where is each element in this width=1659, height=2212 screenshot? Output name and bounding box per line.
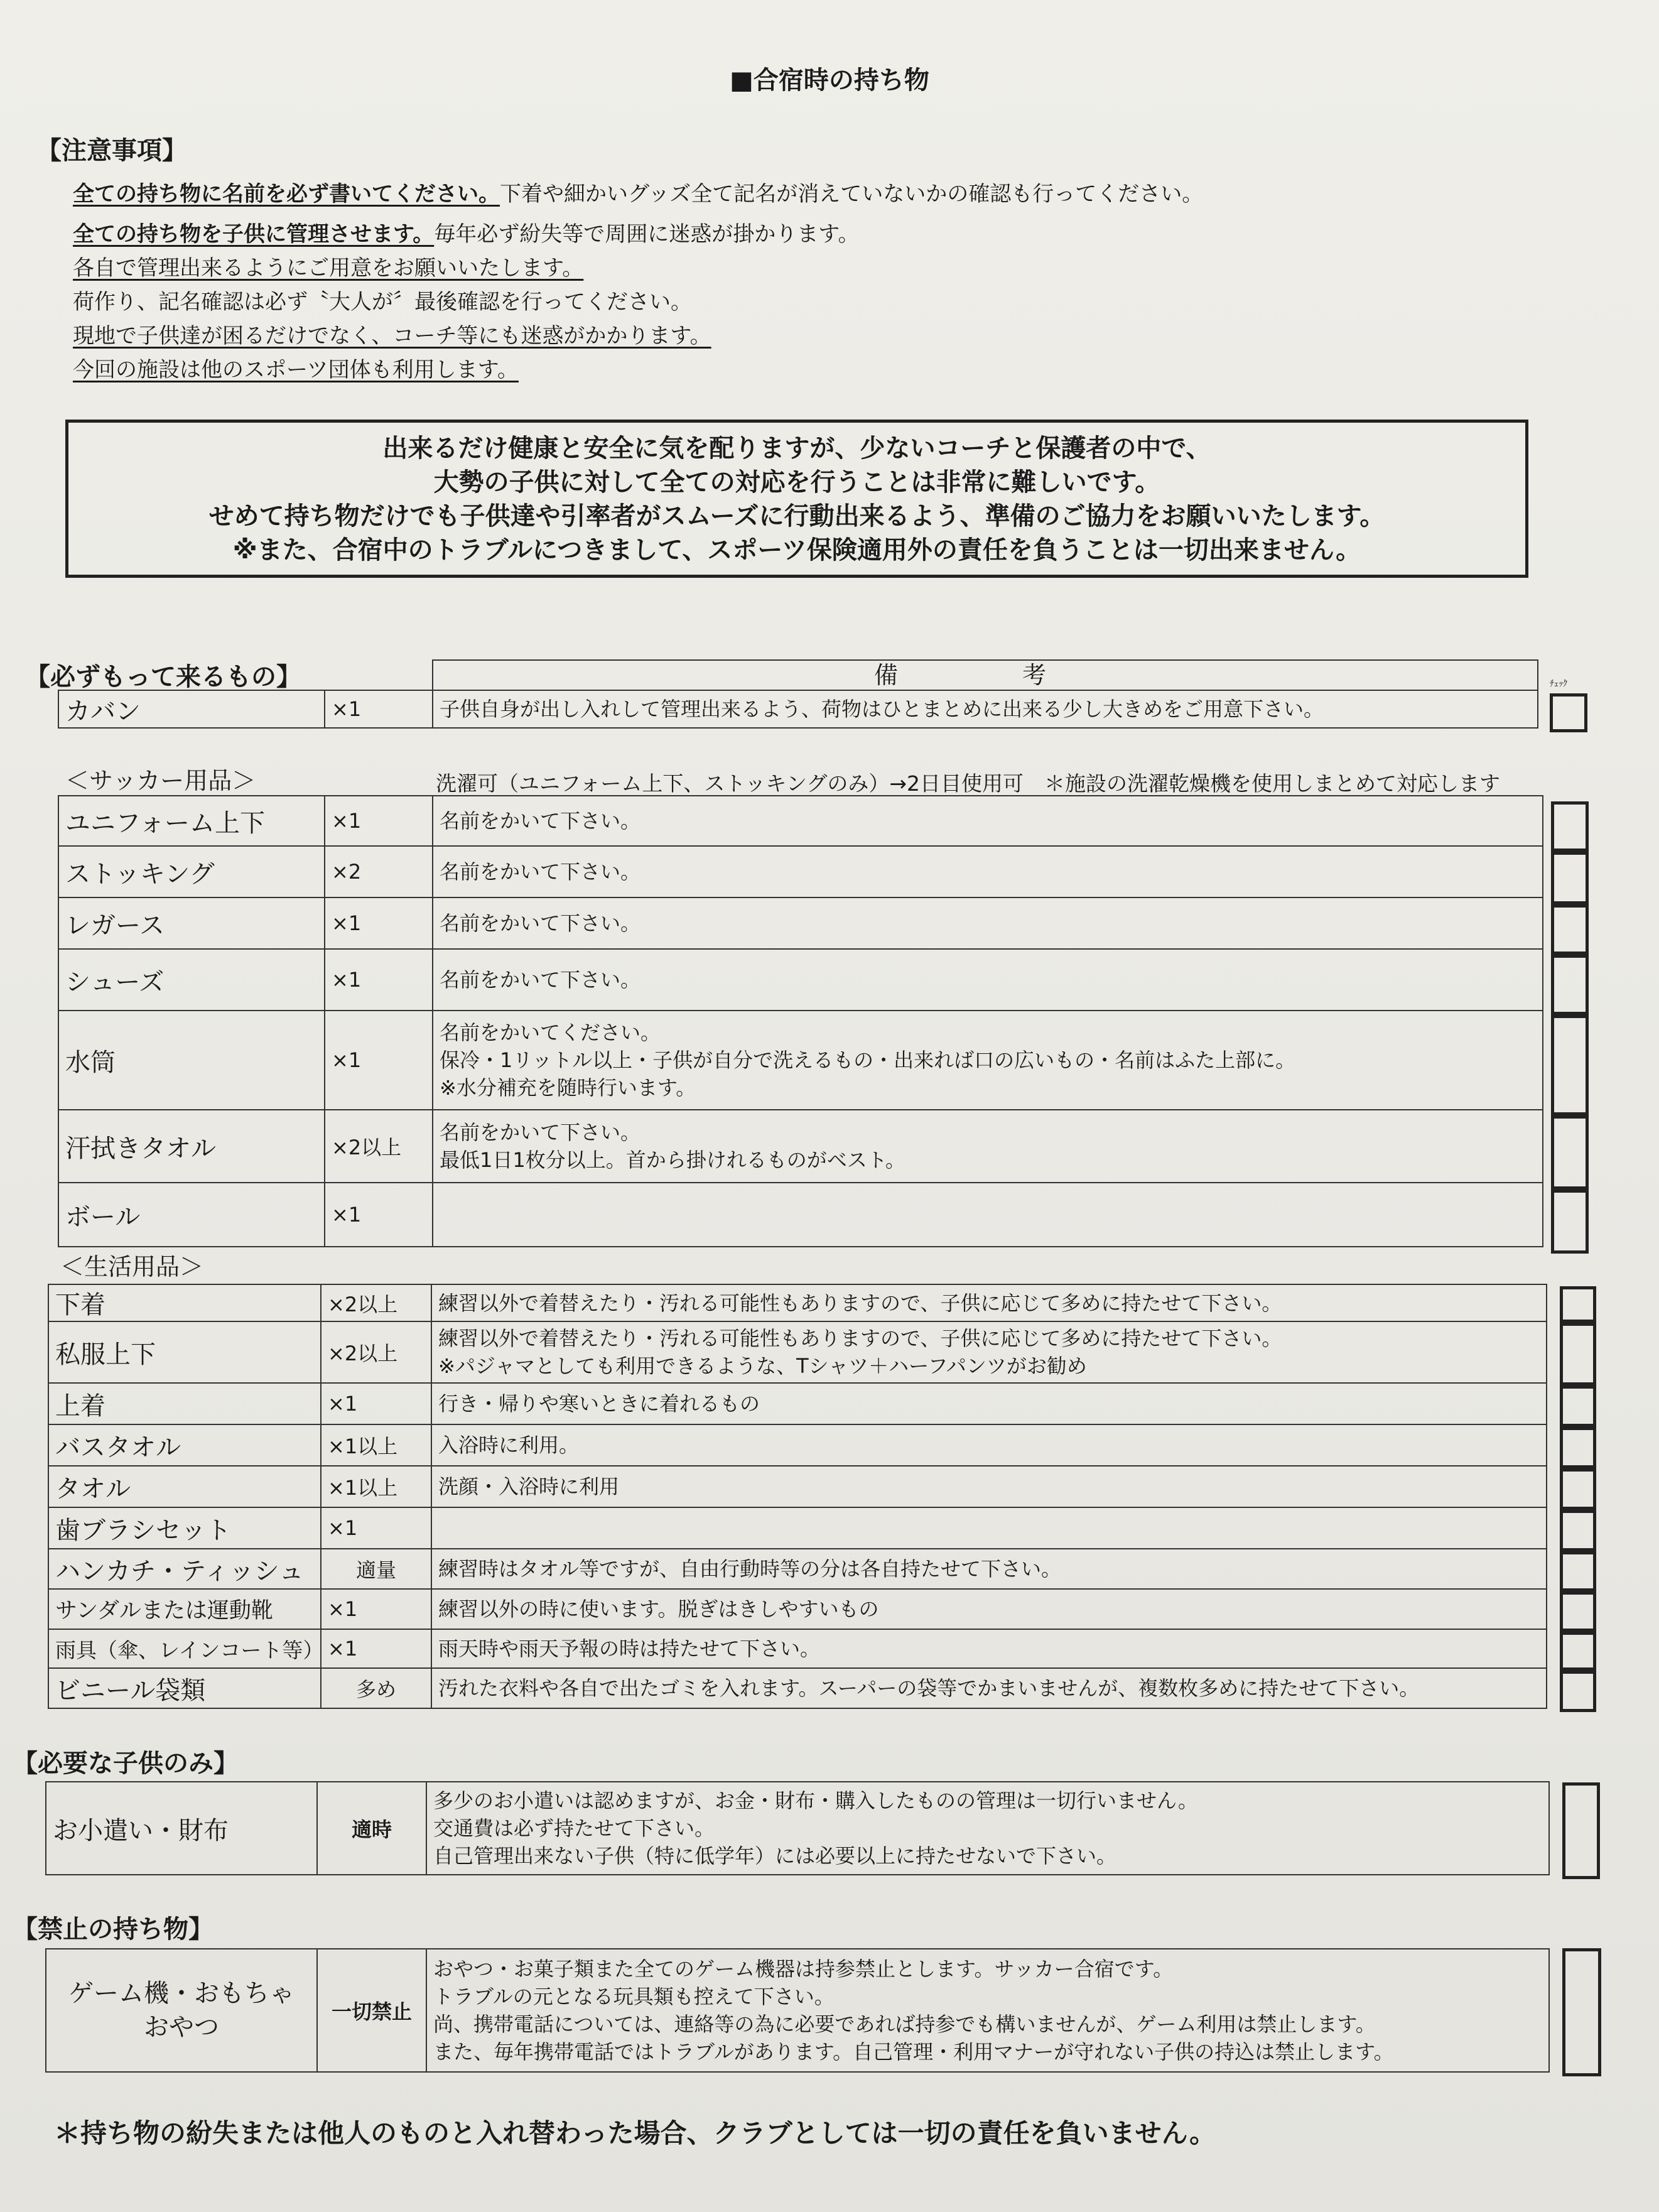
prohibited-heading: 【禁止の持ち物】 (13, 1915, 213, 1944)
check-box-toothbrush[interactable] (1560, 1510, 1596, 1551)
item-note: 行き・帰りや寒いときに着れるもの (431, 1383, 1547, 1424)
remarks-header: 備 考 (432, 659, 1538, 690)
table-row (58, 1183, 1543, 1247)
item-qty: ×1 (325, 1183, 433, 1247)
item-qty: ×1 (321, 1507, 431, 1549)
item-qty: ×1 (321, 1629, 431, 1668)
check-box-towel[interactable] (1560, 1468, 1596, 1510)
item-qty: ×1以上 (321, 1424, 431, 1466)
needed-table (45, 1781, 1550, 1875)
item-qty: ×2以上 (325, 1110, 433, 1183)
item-name: ユニフォーム上下 (58, 796, 325, 846)
item-note: 汚れた衣料や各自で出たゴミを入れます。スーパーの袋等でかまいませんが、複数枚多めに持たせて下さい。 (431, 1668, 1547, 1708)
note-line-6: 今回の施設は他のスポーツ団体も利用します。 (73, 357, 519, 382)
item-name: ストッキング (58, 846, 325, 897)
item-note (431, 1507, 1547, 1549)
item-name: 水筒 (58, 1011, 325, 1110)
check-box-bag[interactable] (1550, 693, 1587, 732)
check-box-clothes[interactable] (1560, 1323, 1596, 1385)
table-row (46, 1782, 1549, 1875)
item-note (433, 1183, 1543, 1247)
table-row (58, 846, 1543, 897)
document-title: ■合宿時の持ち物 (730, 66, 929, 95)
note-line-3: 各自で管理出来るようにご用意をお願いいたします。 (73, 256, 584, 281)
required-heading: 【必ずもって来るもの】 (25, 663, 301, 691)
soccer-heading: ＜サッカー用品＞ (65, 767, 256, 794)
check-box-raingear[interactable] (1560, 1632, 1596, 1671)
check-column-label: ﾁｪｯｸ (1550, 679, 1567, 689)
item-name: 上着 (48, 1383, 321, 1424)
item-note: 洗顔・入浴時に利用 (431, 1466, 1547, 1507)
table-row (58, 796, 1543, 846)
washing-note: 洗濯可（ユニフォーム上下、ストッキングのみ）→2日目使用可 ＊施設の洗濯乾燥機を使用しまとめて対応します (436, 771, 1501, 796)
note-line-4: 荷作り、記名確認は必ず〝大人が〞最後確認を行ってください。 (73, 290, 692, 315)
table-row (58, 1110, 1543, 1183)
item-qty: 多め (321, 1668, 431, 1708)
item-name: ビニール袋類 (48, 1668, 321, 1708)
table-row (48, 1466, 1547, 1507)
check-box-handkerchief[interactable] (1560, 1551, 1596, 1591)
table-row (48, 1424, 1547, 1466)
item-note: おやつ・お菓子類また全てのゲーム機器は持参禁止とします。サッカー合宿です。 トラブルの元となる玩具類も控えて下さい。 尚、携帯電話については、連絡等の為に必要であれば持参でも構いませんが、ゲーム利用は禁止します。 また、毎年携帯電話ではトラブルがあります。自己管理・利用マナーが守れない子供の持込は禁止します。 (426, 1949, 1549, 2072)
note-line-1: 全ての持ち物に名前を必ず書いてください。下着や細かいグッズ全て記名が消えていないかの確認も行ってください。 (73, 182, 1204, 207)
check-box-bottle[interactable] (1551, 1015, 1589, 1115)
notes-heading: 【注意事項】 (36, 136, 187, 165)
table-row (48, 1383, 1547, 1424)
check-box-bath-towel[interactable] (1560, 1427, 1596, 1468)
item-name: サンダルまたは運動靴 (48, 1589, 321, 1629)
item-name: 私服上下 (48, 1321, 321, 1383)
notice-box: 出来るだけ健康と安全に気を配りますが、少ないコーチと保護者の中で、 大勢の子供に対して全ての対応を行うことは非常に難しいです。 せめて持ち物だけでも子供達や引率者がスムーズに行動出来るよう、準備のご協力をお願いいたします。 ※また、合宿中のトラブルにつきまして、スポーツ保険適用外の責任を負うことは一切出来ません。 (65, 420, 1528, 578)
table-row (58, 690, 1538, 728)
check-box-stockings[interactable] (1551, 852, 1589, 904)
note-line-2: 全ての持ち物を子供に管理させます。毎年必ず紛失等で周囲に迷惑が掛かります。 (73, 222, 860, 247)
footer-disclaimer: ＊持ち物の紛失または他人のものと入れ替わった場合、クラブとしては一切の責任を負いません。 (54, 2118, 1216, 2149)
item-note: 多少のお小遣いは認めますが、お金・財布・購入したものの管理は一切行いません。 交通費は必ず持たせて下さい。 自己管理出来ない子供（特に低学年）には必要以上に持たせないで下さい。 (426, 1782, 1549, 1875)
daily-table (48, 1284, 1547, 1709)
item-name: 雨具（傘、レインコート等） (48, 1629, 321, 1668)
check-box-shoes[interactable] (1551, 955, 1589, 1015)
item-qty: ×1 (325, 1011, 433, 1110)
item-note: 練習以外の時に使います。脱ぎはきしやすいもの (431, 1589, 1547, 1629)
item-qty: 適量 (321, 1549, 431, 1589)
item-qty: ×1以上 (321, 1466, 431, 1507)
item-name: 汗拭きタオル (58, 1110, 325, 1183)
item-qty: 適時 (317, 1782, 426, 1875)
daily-heading: ＜生活用品＞ (60, 1253, 204, 1281)
check-box-allowance[interactable] (1562, 1782, 1600, 1879)
item-note: 子供自身が出し入れして管理出来るよう、荷物はひとまとめに出来る少し大きめをご用意下さい。 (433, 690, 1538, 728)
item-note: 名前をかいてください。 保冷・1リットル以上・子供が自分で洗えるもの・出来れば口の広いもの・名前はふた上部に。 ※水分補充を随時行います。 (433, 1011, 1543, 1110)
check-box-ball[interactable] (1551, 1190, 1589, 1254)
check-box-underwear[interactable] (1560, 1286, 1596, 1323)
table-row (46, 1949, 1549, 2072)
item-name: タオル (48, 1466, 321, 1507)
item-name: ゲーム機・おもちゃ おやつ (46, 1949, 317, 2072)
table-row (48, 1629, 1547, 1668)
check-box-plastic-bags[interactable] (1560, 1671, 1596, 1712)
item-name: 下着 (48, 1284, 321, 1321)
table-row (48, 1321, 1547, 1383)
item-qty: ×1 (325, 897, 433, 949)
item-name: 歯ブラシセット (48, 1507, 321, 1549)
table-row (58, 949, 1543, 1011)
bag-table (58, 690, 1538, 729)
check-box-sandals[interactable] (1560, 1591, 1596, 1632)
needed-heading: 【必要な子供のみ】 (13, 1749, 239, 1778)
check-box-sweat-towel[interactable] (1551, 1115, 1589, 1190)
item-name: レガース (58, 897, 325, 949)
item-note: 練習以外で着替えたり・汚れる可能性もありますので、子供に応じて多めに持たせて下さい。 ※パジャマとしても利用できるような、Tシャツ＋ハーフパンツがお勧め (431, 1321, 1547, 1383)
prohibited-table (45, 1948, 1550, 2073)
item-name: ボール (58, 1183, 325, 1247)
item-qty: ×1 (321, 1383, 431, 1424)
table-row (48, 1668, 1547, 1708)
check-box-jacket[interactable] (1560, 1385, 1596, 1427)
notes-list (73, 177, 1203, 387)
item-note: 練習時はタオル等ですが、自由行動時等の分は各自持たせて下さい。 (431, 1549, 1547, 1589)
table-row (58, 1011, 1543, 1110)
item-note: 入浴時に利用。 (431, 1424, 1547, 1466)
item-name: シューズ (58, 949, 325, 1011)
table-row (48, 1549, 1547, 1589)
item-qty: ×2 (325, 846, 433, 897)
check-box-uniform[interactable] (1551, 801, 1589, 852)
item-qty: ×1 (325, 796, 433, 846)
item-note: 名前をかいて下さい。 (433, 796, 1543, 846)
item-note: 名前をかいて下さい。 最低1日1枚分以上。首から掛けれるものがベスト。 (433, 1110, 1543, 1183)
item-qty: ×1 (325, 690, 433, 728)
note-line-5: 現地で子供達が困るだけでなく、コーチ等にも迷惑がかかります。 (73, 323, 711, 349)
check-box-shinguards[interactable] (1551, 904, 1589, 955)
item-note: 名前をかいて下さい。 (433, 949, 1543, 1011)
item-qty: 一切禁止 (317, 1949, 426, 2072)
table-row (48, 1589, 1547, 1629)
soccer-table (58, 795, 1543, 1247)
item-name: ハンカチ・ティッシュ (48, 1549, 321, 1589)
item-note: 雨天時や雨天予報の時は持たせて下さい。 (431, 1629, 1547, 1668)
table-row (48, 1507, 1547, 1549)
item-note: 名前をかいて下さい。 (433, 846, 1543, 897)
item-qty: ×1 (325, 949, 433, 1011)
table-row (58, 897, 1543, 949)
check-box-prohibited[interactable] (1562, 1948, 1601, 2076)
item-name: お小遣い・財布 (46, 1782, 317, 1875)
table-row (48, 1284, 1547, 1321)
item-qty: ×2以上 (321, 1284, 431, 1321)
item-note: 練習以外で着替えたり・汚れる可能性もありますので、子供に応じて多めに持たせて下さい。 (431, 1284, 1547, 1321)
item-qty: ×1 (321, 1589, 431, 1629)
item-name: カバン (58, 690, 325, 728)
item-note: 名前をかいて下さい。 (433, 897, 1543, 949)
item-name: バスタオル (48, 1424, 321, 1466)
item-qty: ×2以上 (321, 1321, 431, 1383)
